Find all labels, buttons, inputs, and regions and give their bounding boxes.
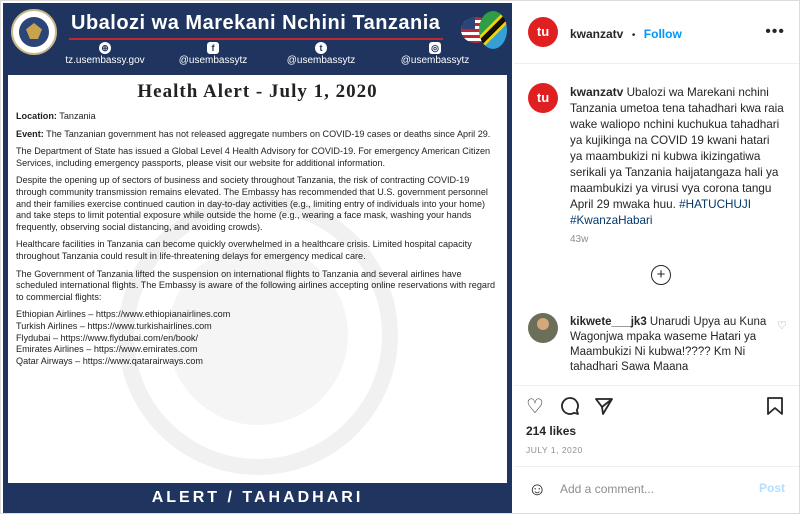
- post-date: JULY 1, 2020: [526, 445, 583, 455]
- post-image: [3, 3, 512, 513]
- globe-icon: ⊕: [99, 42, 111, 54]
- share-icon[interactable]: [594, 396, 614, 416]
- airline-item: Turkish Airlines – https://www.turkishairlines.com: [16, 320, 212, 331]
- post-button[interactable]: Post: [758, 481, 785, 495]
- location-line: Location: Tanzania: [16, 111, 96, 121]
- caption: [570, 84, 785, 229]
- more-options-icon[interactable]: •••: [765, 23, 785, 40]
- alert-paragraph: The Department of State has issued a Global Level 4 Health Advisory for COVID-19. For emergency American Citizen Services, including emergency passports, please visit our website for additional information.: [16, 146, 491, 168]
- comment-icon[interactable]: [560, 396, 580, 416]
- airline-item: Emirates Airlines – https://www.emirates.com: [16, 344, 198, 355]
- likes-count[interactable]: 214 likes: [526, 424, 577, 438]
- follow-button[interactable]: Follow: [643, 27, 682, 41]
- comment-text: Unarudi Upya au Kuna Wagonjwa mpaka waseme Hatari ya Maambukizi Ni kubwa!???? Km Ni tahadhari Sawa Maana: [570, 316, 767, 373]
- alert-paragraph: The Government of Tanzania lifted the suspension on international flights to Tanzania and several airlines have scheduled international flights. The Embassy is aware of the following airlines accepting online reservations with regard to commercial flights:: [16, 268, 496, 302]
- airline-item: Qatar Airways – https://www.qatarairways.com: [16, 355, 203, 366]
- airline-item: Ethiopian Airlines – https://www.ethiopianairlines.com: [16, 309, 231, 320]
- comment-input[interactable]: [558, 481, 742, 497]
- banner-title: Ubalozi wa Marekani Nchini Tanzania: [71, 12, 441, 34]
- event-line: Event: The Tanzanian government has not released aggregate numbers on COVID-19 cases or deaths since April 29.: [16, 128, 491, 139]
- alert-panel: [8, 75, 507, 483]
- comment-username[interactable]: kikwete___jk3: [570, 316, 647, 328]
- alert-title: Health Alert - July 1, 2020: [137, 81, 378, 102]
- alert-footer: ALERT / TAHADHARI: [3, 483, 512, 513]
- post-age: 43w: [570, 234, 589, 245]
- banner-divider: [69, 38, 443, 40]
- like-icon[interactable]: ♡: [526, 396, 544, 418]
- caption-avatar[interactable]: tu: [528, 83, 558, 113]
- load-more-comments-icon[interactable]: +: [651, 265, 671, 285]
- save-icon[interactable]: [766, 396, 784, 416]
- social-label: @usembassytz: [178, 55, 248, 66]
- instagram-icon: ◎: [429, 42, 441, 54]
- social-facebook: [153, 42, 273, 66]
- comment-item: [570, 315, 775, 375]
- social-instagram: [375, 42, 495, 66]
- emoji-icon[interactable]: ☺: [528, 479, 547, 499]
- post-actions: [514, 385, 799, 514]
- embassy-banner: [3, 3, 512, 75]
- header-username[interactable]: kwanzatv: [570, 27, 624, 41]
- alert-body: [16, 111, 500, 367]
- post-sidebar: [514, 1, 799, 513]
- social-twitter: [261, 42, 381, 66]
- post-header: [514, 1, 799, 64]
- caption-username[interactable]: kwanzatv: [570, 85, 624, 99]
- social-website: [45, 42, 165, 66]
- facebook-icon: f: [207, 42, 219, 54]
- hashtag-link[interactable]: #HATUCHUJI: [679, 198, 751, 211]
- caption-text: Ubalozi wa Marekani nchini Tanzania umetoa tena tahadhari kwa raia wake waliopo nchini kuchukua tahadhari ya kujikinga na COVID 19 kwani hatari ya maambukizi ni kubwa ikizingatiwa serikali ya Tanzania haijatangaza hali ya maambukizi ya virusi vya corona tangu April 29 mwaka huu.: [570, 86, 784, 211]
- social-label: @usembassytz: [400, 55, 470, 66]
- commenter-avatar[interactable]: [528, 313, 558, 343]
- twitter-icon: t: [315, 42, 327, 54]
- airline-item: Flydubai – https://www.flydubai.com/en/book/: [16, 332, 198, 343]
- add-comment-bar: [514, 466, 799, 513]
- separator-dot: •: [631, 30, 636, 41]
- alert-paragraph: Despite the opening up of sectors of business and society throughout Tanzania, the risk of contracting COVID-19 through community transmission remains elevated. The Embassy has recommended that U.S. government personnel and their families exercise continued caution in day-to-day activities (e.g., limiting entry of individuals into your home) and take steps to limit potential exposure while outside the home (e.g., wearing a face mask, washing your hands frequently, observing social distancing, and avoiding crowds).: [16, 175, 488, 232]
- social-label: @usembassytz: [286, 55, 356, 66]
- avatar[interactable]: tu: [528, 17, 558, 47]
- hashtag-link[interactable]: #KwanzaHabari: [570, 214, 653, 227]
- like-comment-icon[interactable]: ♡: [777, 320, 787, 332]
- social-label: tz.usembassy.gov: [65, 55, 145, 66]
- alert-paragraph: Healthcare facilities in Tanzania can become quickly overwhelmed in a healthcare crisis. Limited hospital capacity throughout Tanzania could result in life-threatening delays for emergency medical care.: [16, 239, 472, 261]
